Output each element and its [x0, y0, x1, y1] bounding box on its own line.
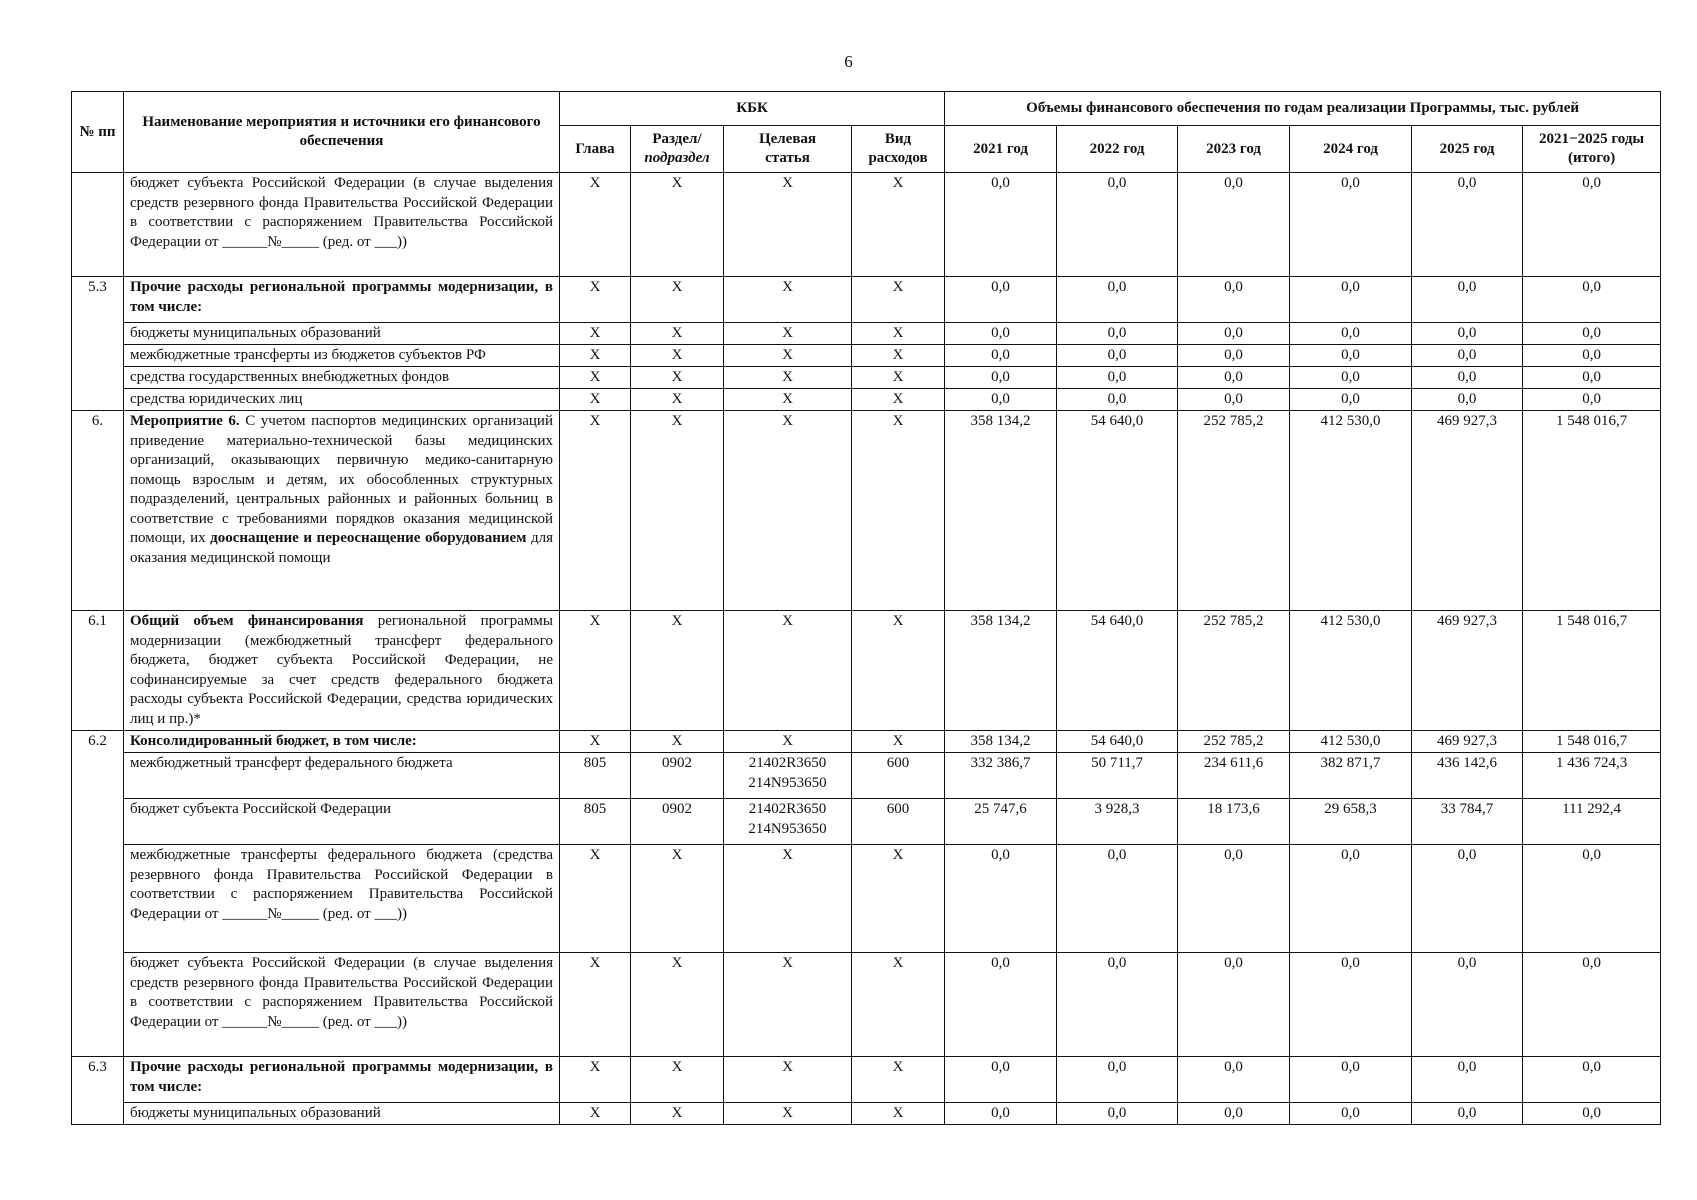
cell-vid: 600 — [852, 799, 945, 845]
cell-2021: 0,0 — [945, 845, 1057, 953]
cell-razdel: X — [631, 389, 724, 411]
cell-2021: 358 134,2 — [945, 611, 1057, 731]
row-description: межбюджетные трансферты из бюджетов субъектов РФ — [124, 345, 560, 367]
cell-2022: 0,0 — [1057, 173, 1178, 277]
cell-razdel: X — [631, 323, 724, 345]
cell-2023: 18 173,6 — [1178, 799, 1290, 845]
cell-total: 1 548 016,7 — [1523, 611, 1661, 731]
cell-2023: 252 785,2 — [1178, 611, 1290, 731]
header-2022: 2022 год — [1057, 126, 1178, 173]
cell-razdel: X — [631, 411, 724, 611]
cell-2025: 0,0 — [1412, 845, 1523, 953]
financing-table — [71, 91, 1661, 1125]
cell-vid: X — [852, 345, 945, 367]
row-num: 5.3 — [72, 277, 124, 411]
cell-2025: 436 142,6 — [1412, 753, 1523, 799]
row-description: средства государственных внебюджетных фондов — [124, 367, 560, 389]
cell-total: 0,0 — [1523, 323, 1661, 345]
cell-2024: 0,0 — [1290, 367, 1412, 389]
cell-2021: 0,0 — [945, 323, 1057, 345]
row-num — [72, 173, 124, 277]
table-row — [72, 731, 1661, 753]
cell-2024: 0,0 — [1290, 277, 1412, 323]
cell-2025: 469 927,3 — [1412, 411, 1523, 611]
cell-celevaya: X — [724, 953, 852, 1057]
cell-glava: X — [560, 611, 631, 731]
cell-2021: 358 134,2 — [945, 731, 1057, 753]
cell-2021: 332 386,7 — [945, 753, 1057, 799]
cell-vid: X — [852, 389, 945, 411]
cell-glava: X — [560, 953, 631, 1057]
header-row-1 — [72, 92, 1661, 126]
cell-2023: 0,0 — [1178, 345, 1290, 367]
cell-2023: 252 785,2 — [1178, 731, 1290, 753]
cell-2021: 0,0 — [945, 367, 1057, 389]
cell-2021: 0,0 — [945, 1103, 1057, 1125]
table-row — [72, 953, 1661, 1057]
cell-glava: X — [560, 411, 631, 611]
table-row — [72, 1057, 1661, 1103]
cell-2025: 0,0 — [1412, 953, 1523, 1057]
cell-vid: X — [852, 845, 945, 953]
cell-celevaya: X — [724, 611, 852, 731]
cell-2024: 0,0 — [1290, 323, 1412, 345]
cell-2022: 0,0 — [1057, 1057, 1178, 1103]
cell-2024: 0,0 — [1290, 1103, 1412, 1125]
cell-2025: 0,0 — [1412, 323, 1523, 345]
cell-vid: X — [852, 731, 945, 753]
cell-2021: 0,0 — [945, 389, 1057, 411]
cell-razdel: X — [631, 611, 724, 731]
cell-2025: 469 927,3 — [1412, 731, 1523, 753]
cell-total: 0,0 — [1523, 389, 1661, 411]
cell-total: 1 436 724,3 — [1523, 753, 1661, 799]
cell-2023: 0,0 — [1178, 953, 1290, 1057]
header-name: Наименование мероприятия и источники его финансового обеспечения — [124, 92, 560, 173]
cell-total: 0,0 — [1523, 173, 1661, 277]
row-num: 6. — [72, 411, 124, 611]
cell-razdel: X — [631, 731, 724, 753]
table-row — [72, 799, 1661, 845]
cell-glava: 805 — [560, 799, 631, 845]
cell-razdel: 0902 — [631, 799, 724, 845]
cell-2025: 0,0 — [1412, 277, 1523, 323]
cell-celevaya: X — [724, 731, 852, 753]
cell-vid: X — [852, 1057, 945, 1103]
cell-celevaya: X — [724, 1057, 852, 1103]
row-description: межбюджетный трансферт федерального бюджета — [124, 753, 560, 799]
header-kbk: КБК — [560, 92, 945, 126]
header-volumes: Объемы финансового обеспечения по годам реализации Программы, тыс. рублей — [945, 92, 1661, 126]
cell-2021: 0,0 — [945, 345, 1057, 367]
table-row — [72, 389, 1661, 411]
cell-glava: X — [560, 323, 631, 345]
cell-2023: 0,0 — [1178, 845, 1290, 953]
header-2024: 2024 год — [1290, 126, 1412, 173]
row-description: Мероприятие 6. С учетом паспортов медицинских организаций приведение материально-технической базы медицинских организаций, оказывающих первичную медико-санитарную помощь взрослым и детям, их обособленных структурных подразделений, центральных районных и районных больниц в соответствие с требованиями порядков оказания медицинской помощи, их дооснащение и переоснащение оборудованием для оказания медицинской помощи — [124, 411, 560, 611]
row-description: Консолидированный бюджет, в том числе: — [124, 731, 560, 753]
cell-celevaya: 21402R3650 214N953650 — [724, 753, 852, 799]
cell-2025: 0,0 — [1412, 367, 1523, 389]
cell-2021: 25 747,6 — [945, 799, 1057, 845]
cell-2023: 0,0 — [1178, 277, 1290, 323]
cell-2023: 0,0 — [1178, 173, 1290, 277]
cell-2025: 0,0 — [1412, 389, 1523, 411]
cell-glava: X — [560, 1103, 631, 1125]
table-row — [72, 1103, 1661, 1125]
cell-2023: 0,0 — [1178, 389, 1290, 411]
cell-2022: 0,0 — [1057, 389, 1178, 411]
cell-2025: 0,0 — [1412, 345, 1523, 367]
cell-vid: X — [852, 953, 945, 1057]
cell-2025: 0,0 — [1412, 173, 1523, 277]
cell-glava: X — [560, 389, 631, 411]
cell-vid: X — [852, 1103, 945, 1125]
header-num: № пп — [72, 92, 124, 173]
cell-2025: 33 784,7 — [1412, 799, 1523, 845]
cell-total: 0,0 — [1523, 845, 1661, 953]
cell-celevaya: X — [724, 1103, 852, 1125]
header-2023: 2023 год — [1178, 126, 1290, 173]
cell-razdel: X — [631, 1057, 724, 1103]
cell-vid: X — [852, 173, 945, 277]
cell-celevaya: X — [724, 277, 852, 323]
row-description: Прочие расходы региональной программы модернизации, в том числе: — [124, 277, 560, 323]
cell-razdel: X — [631, 953, 724, 1057]
row-description: Общий объем финансирования региональной программы модернизации (межбюджетный трансферт федерального бюджета, бюджет субъекта Российской Федерации, не софинансируемые за счет средств федерального бюджета расходы субъекта Российской Федерации, средства юридических лиц и пр.)* — [124, 611, 560, 731]
cell-total: 0,0 — [1523, 367, 1661, 389]
cell-celevaya: X — [724, 345, 852, 367]
row-description: бюджет субъекта Российской Федерации (в случае выделения средств резервного фонда Правительства Российской Федерации в соответствии с распоряжением Правительства Российской Федерации от ______№_____ (ред. от ___)) — [124, 953, 560, 1057]
cell-total: 0,0 — [1523, 1103, 1661, 1125]
cell-celevaya: X — [724, 845, 852, 953]
cell-vid: X — [852, 411, 945, 611]
cell-razdel: X — [631, 173, 724, 277]
cell-2025: 0,0 — [1412, 1057, 1523, 1103]
cell-2021: 0,0 — [945, 173, 1057, 277]
cell-2022: 3 928,3 — [1057, 799, 1178, 845]
cell-2022: 0,0 — [1057, 1103, 1178, 1125]
cell-2022: 0,0 — [1057, 345, 1178, 367]
cell-glava: X — [560, 1057, 631, 1103]
header-total: 2021−2025 годы (итого) — [1523, 126, 1661, 173]
cell-razdel: X — [631, 345, 724, 367]
cell-glava: X — [560, 173, 631, 277]
table-row — [72, 323, 1661, 345]
row-description: бюджет субъекта Российской Федерации — [124, 799, 560, 845]
cell-vid: X — [852, 277, 945, 323]
cell-glava: X — [560, 845, 631, 953]
cell-total: 0,0 — [1523, 277, 1661, 323]
cell-2022: 0,0 — [1057, 845, 1178, 953]
table-row — [72, 345, 1661, 367]
cell-2022: 54 640,0 — [1057, 731, 1178, 753]
cell-2024: 412 530,0 — [1290, 411, 1412, 611]
cell-vid: X — [852, 367, 945, 389]
cell-celevaya: X — [724, 411, 852, 611]
cell-vid: X — [852, 323, 945, 345]
cell-total: 1 548 016,7 — [1523, 411, 1661, 611]
cell-2024: 412 530,0 — [1290, 611, 1412, 731]
table-row — [72, 845, 1661, 953]
cell-2024: 0,0 — [1290, 845, 1412, 953]
page-number: 6 — [844, 52, 853, 71]
cell-2022: 0,0 — [1057, 323, 1178, 345]
cell-2025: 0,0 — [1412, 1103, 1523, 1125]
header-vid: Вид расходов — [852, 126, 945, 173]
cell-celevaya: X — [724, 173, 852, 277]
row-num: 6.1 — [72, 611, 124, 731]
cell-total: 1 548 016,7 — [1523, 731, 1661, 753]
row-description: бюджеты муниципальных образований — [124, 1103, 560, 1125]
cell-2024: 29 658,3 — [1290, 799, 1412, 845]
row-description: бюджет субъекта Российской Федерации (в случае выделения средств резервного фонда Правительства Российской Федерации в соответствии с распоряжением Правительства Российской Федерации от ______№_____ (ред. от ___)) — [124, 173, 560, 277]
cell-2021: 0,0 — [945, 277, 1057, 323]
cell-total: 0,0 — [1523, 345, 1661, 367]
cell-glava: X — [560, 367, 631, 389]
cell-glava: 805 — [560, 753, 631, 799]
cell-2024: 0,0 — [1290, 345, 1412, 367]
header-glava: Глава — [560, 126, 631, 173]
cell-razdel: X — [631, 1103, 724, 1125]
cell-razdel: X — [631, 845, 724, 953]
cell-glava: X — [560, 277, 631, 323]
cell-2023: 0,0 — [1178, 1057, 1290, 1103]
cell-2022: 0,0 — [1057, 277, 1178, 323]
cell-2023: 234 611,6 — [1178, 753, 1290, 799]
cell-vid: X — [852, 611, 945, 731]
cell-vid: 600 — [852, 753, 945, 799]
cell-2024: 0,0 — [1290, 389, 1412, 411]
row-num: 6.3 — [72, 1057, 124, 1125]
cell-2023: 0,0 — [1178, 1103, 1290, 1125]
cell-total: 0,0 — [1523, 953, 1661, 1057]
cell-2021: 0,0 — [945, 953, 1057, 1057]
cell-2024: 412 530,0 — [1290, 731, 1412, 753]
row-num: 6.2 — [72, 731, 124, 1057]
cell-razdel: 0902 — [631, 753, 724, 799]
table-row — [72, 173, 1661, 277]
table-row — [72, 367, 1661, 389]
cell-2024: 0,0 — [1290, 173, 1412, 277]
header-2025: 2025 год — [1412, 126, 1523, 173]
table-row — [72, 277, 1661, 323]
cell-glava: X — [560, 731, 631, 753]
row-description: межбюджетные трансферты федерального бюджета (средства резервного фонда Правительства Российской Федерации в соответствии с распоряжением Правительства Российской Федерации от ______№_____ (ред. от ___)) — [124, 845, 560, 953]
cell-2021: 358 134,2 — [945, 411, 1057, 611]
table-row — [72, 611, 1661, 731]
header-celevaya: Целевая статья — [724, 126, 852, 173]
cell-2023: 0,0 — [1178, 367, 1290, 389]
cell-2022: 54 640,0 — [1057, 411, 1178, 611]
row-description: средства юридических лиц — [124, 389, 560, 411]
cell-2022: 0,0 — [1057, 953, 1178, 1057]
cell-glava: X — [560, 345, 631, 367]
cell-2023: 252 785,2 — [1178, 411, 1290, 611]
cell-razdel: X — [631, 367, 724, 389]
cell-celevaya: X — [724, 367, 852, 389]
table-row — [72, 411, 1661, 611]
cell-celevaya: X — [724, 323, 852, 345]
cell-2025: 469 927,3 — [1412, 611, 1523, 731]
cell-2022: 50 711,7 — [1057, 753, 1178, 799]
cell-2023: 0,0 — [1178, 323, 1290, 345]
cell-2024: 0,0 — [1290, 953, 1412, 1057]
table-row — [72, 753, 1661, 799]
cell-2024: 0,0 — [1290, 1057, 1412, 1103]
cell-celevaya: X — [724, 389, 852, 411]
row-description: Прочие расходы региональной программы модернизации, в том числе: — [124, 1057, 560, 1103]
header-razdel: Раздел/ подраздел — [631, 126, 724, 173]
cell-2021: 0,0 — [945, 1057, 1057, 1103]
cell-celevaya: 21402R3650 214N953650 — [724, 799, 852, 845]
cell-total: 0,0 — [1523, 1057, 1661, 1103]
cell-2024: 382 871,7 — [1290, 753, 1412, 799]
cell-total: 111 292,4 — [1523, 799, 1661, 845]
header-2021: 2021 год — [945, 126, 1057, 173]
row-description: бюджеты муниципальных образований — [124, 323, 560, 345]
cell-2022: 54 640,0 — [1057, 611, 1178, 731]
cell-razdel: X — [631, 277, 724, 323]
cell-2022: 0,0 — [1057, 367, 1178, 389]
